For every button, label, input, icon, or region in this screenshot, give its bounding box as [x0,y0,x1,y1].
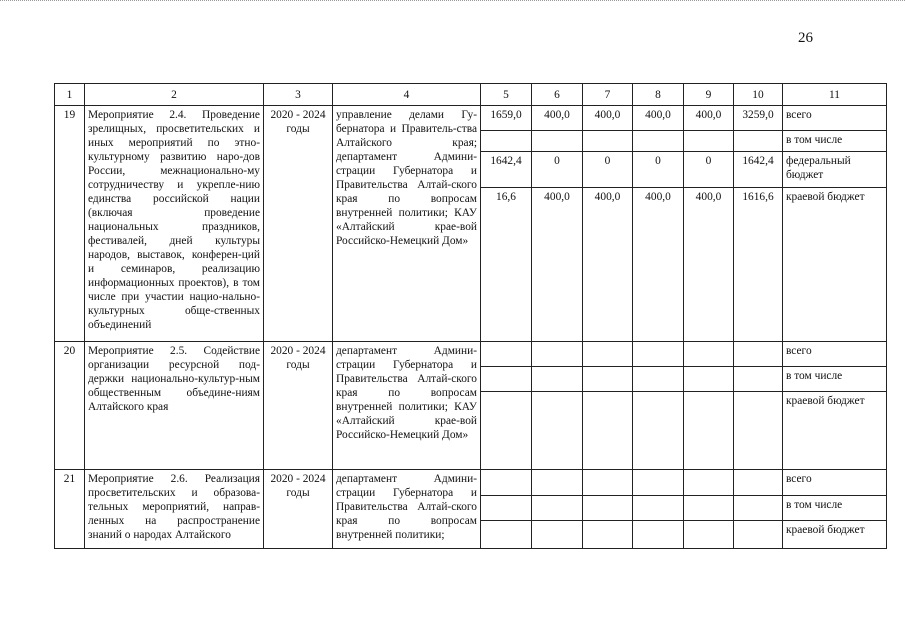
amount-cell: 400,0 [583,188,633,342]
header-cell: 8 [633,84,684,106]
row-number: 19 [55,106,85,342]
period-cell: 2020 - 2024 годы [264,342,333,470]
scan-edge [0,0,905,7]
funding-source: краевой бюджет [783,188,887,342]
amount-cell: 16,6 [481,188,532,342]
amount-cell [734,342,783,367]
amount-cell [734,392,783,470]
amount-cell [532,131,583,152]
amount-cell: 0 [633,152,684,188]
funding-source: всего [783,342,887,367]
period-cell: 2020 - 2024 годы [264,470,333,549]
amount-cell [532,470,583,496]
row-number: 20 [55,342,85,470]
amount-cell [684,131,734,152]
amount-cell [583,131,633,152]
amount-cell: 1642,4 [734,152,783,188]
amount-cell [532,496,583,521]
amount-cell [684,521,734,549]
amount-cell [633,496,684,521]
funding-source: в том числе [783,496,887,521]
amount-cell [583,367,633,392]
amount-cell [734,131,783,152]
header-cell: 6 [532,84,583,106]
row-number: 21 [55,470,85,549]
header-cell: 4 [333,84,481,106]
amount-cell: 1659,0 [481,106,532,131]
amount-cell [532,392,583,470]
executor-cell: управление делами Гу-бернатора и Правитель-ства Алтайского края; департамент Админи-страции Губернатора и Правительства Алтай-ского края по вопросам внутренней политики; КАУ «Алтайский крае-вой Российско-Немецкий Дом» [333,106,481,342]
page-number: 26 [798,30,813,46]
amount-cell [532,367,583,392]
header-cell: 2 [85,84,264,106]
amount-cell: 3259,0 [734,106,783,131]
amount-cell [583,392,633,470]
executor-cell: департамент Админи-страции Губернатора и Правительства Алтай-ского края по вопросам внутренней политики; КАУ «Алтайский крае-вой Российско-Немецкий Дом» [333,342,481,470]
header-cell: 9 [684,84,734,106]
amount-cell [532,342,583,367]
amount-cell [684,496,734,521]
amount-cell [684,342,734,367]
amount-cell: 400,0 [633,188,684,342]
amount-cell: 400,0 [532,106,583,131]
amount-cell [684,392,734,470]
amount-cell: 0 [532,152,583,188]
amount-cell: 1642,4 [481,152,532,188]
amount-cell: 400,0 [633,106,684,131]
header-row [55,84,887,106]
amount-cell [583,496,633,521]
header-cell: 10 [734,84,783,106]
program-table [54,83,887,549]
amount-cell [633,367,684,392]
amount-cell [633,470,684,496]
amount-cell [684,470,734,496]
amount-cell [481,367,532,392]
header-cell: 1 [55,84,85,106]
amount-cell [532,521,583,549]
amount-cell [583,521,633,549]
amount-cell [633,342,684,367]
measure-title: Мероприятие 2.6. Реализация просветительских и образова-тельных мероприятий, направ-ленных на распространение знаний о народах Алтайского [85,470,264,549]
amount-cell [481,392,532,470]
header-cell: 5 [481,84,532,106]
table-row [55,342,887,367]
amount-cell [633,131,684,152]
funding-source: в том числе [783,131,887,152]
header-cell: 3 [264,84,333,106]
amount-cell: 400,0 [532,188,583,342]
amount-cell: 400,0 [583,106,633,131]
amount-cell [734,470,783,496]
funding-source: федеральный бюджет [783,152,887,188]
header-cell: 7 [583,84,633,106]
funding-source: в том числе [783,367,887,392]
table-row [55,106,887,131]
amount-cell [684,367,734,392]
amount-cell [583,342,633,367]
amount-cell [481,342,532,367]
measure-title: Мероприятие 2.4. Проведение зрелищных, просветительских и иных мероприятий по этно-культурному развитию наро-дов России, межнационально-му сотрудничеству и укрепле-нию единства российской нации (включая проведение национальных праздников, фестивалей, дней культуры народов, выставок, конферен-ций и семинаров, реализацию информационных проектов), в том числе при участии нацио-нально-культурных обще-ственных объединений [85,106,264,342]
table-row [55,470,887,496]
funding-source: краевой бюджет [783,392,887,470]
executor-cell: департамент Админи-страции Губернатора и Правительства Алтай-ского края по вопросам внутренней политики; [333,470,481,549]
amount-cell: 0 [583,152,633,188]
header-cell: 11 [783,84,887,106]
measure-title: Мероприятие 2.5. Содействие организации ресурсной под-держки национально-культур-ным общественным объедине-ниям Алтайского края [85,342,264,470]
funding-source: всего [783,470,887,496]
amount-cell [734,521,783,549]
amount-cell [583,470,633,496]
amount-cell [481,470,532,496]
amount-cell [481,496,532,521]
funding-source: краевой бюджет [783,521,887,549]
amount-cell: 0 [684,152,734,188]
period-cell: 2020 - 2024 годы [264,106,333,342]
amount-cell: 400,0 [684,188,734,342]
amount-cell [481,521,532,549]
amount-cell [734,367,783,392]
amount-cell: 1616,6 [734,188,783,342]
amount-cell [481,131,532,152]
amount-cell: 400,0 [684,106,734,131]
amount-cell [633,521,684,549]
funding-source: всего [783,106,887,131]
amount-cell [734,496,783,521]
amount-cell [633,392,684,470]
